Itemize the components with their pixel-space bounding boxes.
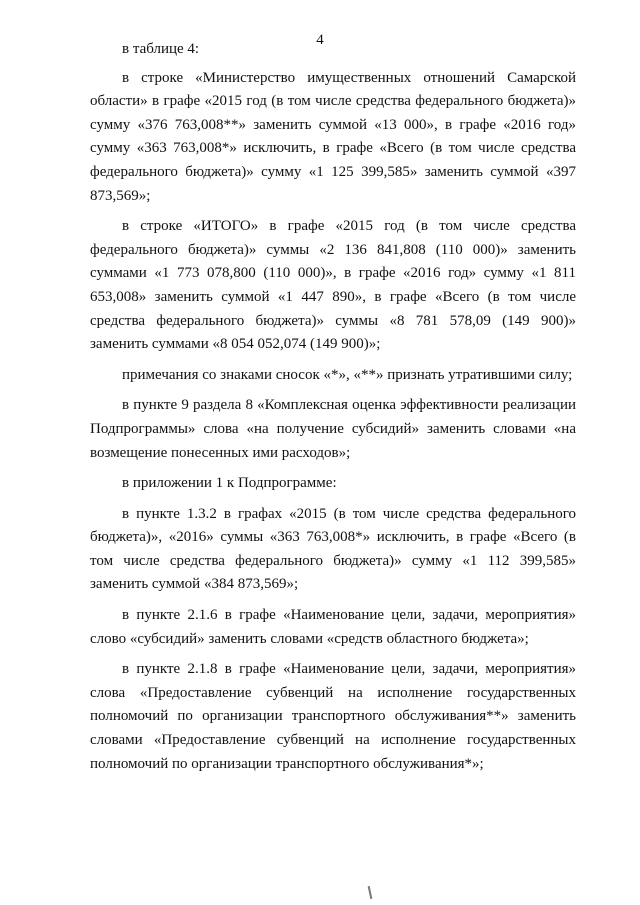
paragraph-item-1-3-2: в пункте 1.3.2 в графах «2015 (в том числе средства федерального бюджета)», «2016» суммы «363 763,008*» исключить, в графе «Всего (в том числе средства федерального бюджета)» сумму «1 112 399,585» заменить суммой «384 873,569»; (90, 505, 576, 593)
paragraph-appendix-1: в приложении 1 к Подпрограмме: (122, 475, 337, 492)
document-body (90, 38, 576, 783)
paragraph-footnotes: примечания со знаками сносок «*», «**» признать утратившими силу; (122, 366, 573, 383)
paragraph-item-2-1-6: в пункте 2.1.6 в графе «Наименование цели, задачи, мероприятия» слово «субсидий» заменить словами «средств областного бюджета»; (90, 607, 576, 647)
page-number: 4 (316, 32, 324, 48)
paragraph-ministry-row: в строке «Министерство имущественных отношений Самарской области» в графе «2015 год (в том числе средства федерального бюджета)» сумму «376 763,008**» заменить суммой «13 000», в графе «2016 год» сумму «363 763,008*» исключить, в графе «Всего (в том числе средства федерального бюджета)» сумму «1 125 399,585» заменить суммой «397 873,569»; (90, 69, 576, 204)
paragraph-table-4-intro: в таблице 4: (122, 41, 200, 57)
paragraph-section-8: в пункте 9 раздела 8 «Комплексная оценка эффективности реализации Подпрограммы» слова «на получение субсидий» заменить словами «на возмещение понесенных ими расходов»; (90, 397, 576, 461)
scan-mark (368, 886, 373, 899)
paragraph-item-2-1-8: в пункте 2.1.8 в графе «Наименование цели, задачи, мероприятия» слова «Предоставление субвенций на исполнение государственных полномочий по организации транспортного обслуживания**» заменить словами «Предоставление субвенций на исполнение государственных полномочий по организации транспортного обслуживания*»; (90, 661, 576, 772)
paragraph-total-row: в строке «ИТОГО» в графе «2015 год (в том числе средства федерального бюджета)» суммы «2 136 841,808 (110 000)» заменить суммами «1 773 078,800 (110 000)», в графе «2016 год» сумму «1 811 653,008» заменить суммой «1 447 890», в графе «Всего (в том числе средства федерального бюджета)» суммы «8 781 578,09 (149 900)» заменить суммами «8 054 052,074 (149 900)»; (90, 218, 576, 353)
